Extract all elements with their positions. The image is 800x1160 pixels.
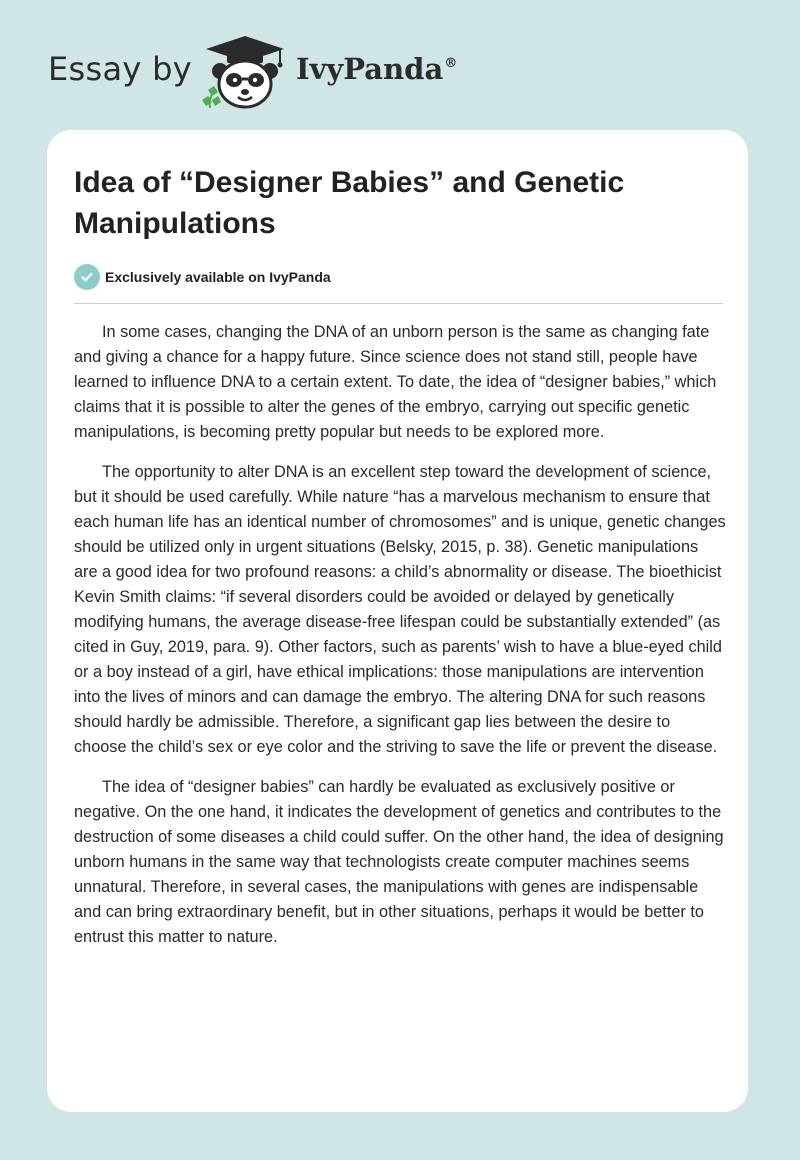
divider: [74, 303, 723, 304]
paragraph: In some cases, changing the DNA of an unborn person is the same as changing fate and giving a chance for a happy future. Since science does not stand still, people have learned to influence DNA to a certain extent. To date, the idea of “designer babies,” which claims that it is possible to alter the genes of the embryo, carrying out specific genetic manipulations, is becoming pretty popular but needs to be explored more.: [74, 323, 717, 441]
essay-body: [74, 320, 726, 965]
exclusive-badge: [74, 264, 331, 290]
page-title: Idea of “Designer Babies” and Genetic Manipulations: [74, 166, 625, 240]
paragraph: The idea of “designer babies” can hardly be evaluated as exclusively positive or negative. On the one hand, it indicates the development of genetics and contributes to the destruction of some diseases a child could suffer. On the other hand, the idea of designing unborn humans in the same way that technologists create computer machines seems unnatural. Therefore, in several cases, the manipulations with genes are indispensable and can bring extraordinary benefit, but in other situations, perhaps it would be better to entrust this matter to nature.: [74, 778, 724, 946]
badge-label: Exclusively available on IvyPanda: [105, 269, 331, 285]
site-header: [48, 34, 528, 114]
panda-graduate-logo-icon[interactable]: [200, 34, 290, 110]
check-circle-icon: [74, 264, 100, 290]
essay-card: [47, 130, 748, 1112]
brand-prefix: Essay by: [48, 50, 192, 88]
brand-name[interactable]: IvyPanda®: [296, 52, 458, 86]
paragraph: The opportunity to alter DNA is an excellent step toward the development of science, but it should be used carefully. While nature “has a marvelous mechanism to ensure that each human life has an identical number of chromosomes” and is unique, genetic changes should be utilized only in urgent situations (Belsky, 2015, p. 38). Genetic manipulations are a good idea for two profound reasons: a child’s abnormality or disease. The bioethicist Kevin Smith claims: “if several disorders could be avoided or delayed by genetically modifying humans, the average disease-free lifespan could be substantially extended” (as cited in Guy, 2019, para. 9). Other factors, such as parents’ wish to have a blue-eyed child or a boy instead of a girl, have ethical implications: those manipulations are intervention into the lives of minors and can damage the embryo. The altering DNA for such reasons should hardly be admissible. Therefore, a significant gap lies between the desire to choose the child’s sex or eye color and the striving to save the life or prevent the disease.: [74, 463, 726, 756]
